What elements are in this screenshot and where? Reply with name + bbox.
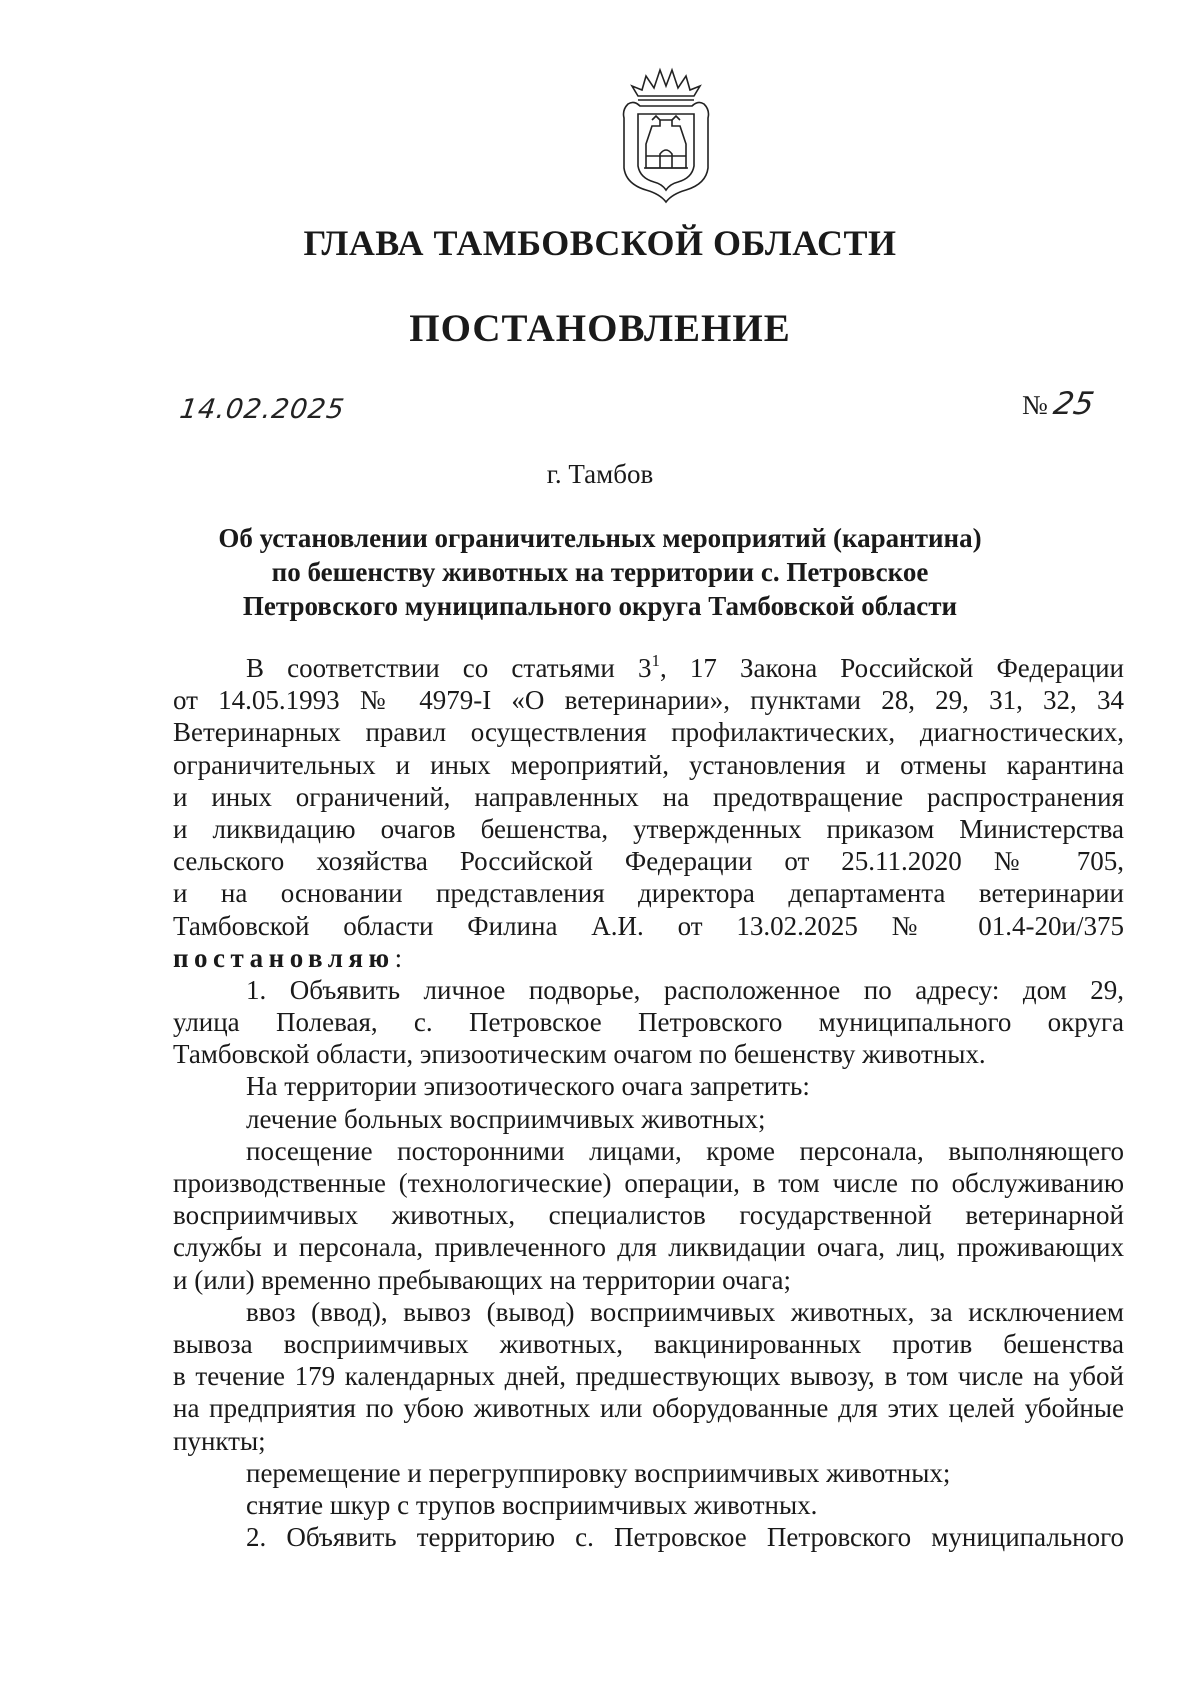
- ban-visit-line: посещение посторонними лицами, кроме персонала, выполняющего: [246, 1135, 1124, 1166]
- item-1-line: улица Полевая, с. Петровское Петровского муниципального округа: [173, 1007, 1124, 1038]
- ban-treatment: лечение больных восприимчивых животных;: [246, 1103, 766, 1134]
- ban-visit-line: производственные (технологические) операции, в том числе по обслуживанию: [173, 1168, 1124, 1198]
- ban-visit-line: и (или) временно пребывающих на территории очага;: [173, 1264, 792, 1295]
- document-title: [150, 521, 1050, 623]
- number-sign: №: [1022, 390, 1048, 420]
- document-body: [173, 652, 1124, 1553]
- preamble-line: и иных ограничений, направленных на предотвращение распространения: [173, 781, 1124, 812]
- title-line: Петровского муниципального округа Тамбовской области: [242, 591, 958, 621]
- preamble-first-line: [173, 652, 1124, 684]
- document-number-value: 25: [1050, 386, 1097, 422]
- tambov-coat-of-arms-emblem: [616, 56, 716, 204]
- ban-import-line: на предприятия по убою животных или оборудованные для этих целей убойные: [173, 1393, 1124, 1424]
- superscript: 1: [651, 651, 660, 670]
- preamble-text: В соответствии со статьями 3: [246, 653, 652, 683]
- title-line: Об установлении ограничительных мероприятий (карантина): [218, 523, 982, 553]
- preamble-line: и на основании представления директора департамента ветеринарии: [173, 878, 1124, 909]
- ban-move: перемещение и перегруппировку восприимчивых животных;: [246, 1457, 951, 1488]
- ban-import-line: пункты;: [173, 1425, 266, 1456]
- ban-visit-line: восприимчивых животных, специалистов государственной ветеринарной: [173, 1200, 1124, 1231]
- ban-visit-line: службы и персонала, привлеченного для ликвидации очага, лиц, проживающих: [173, 1232, 1124, 1263]
- ban-skins: снятие шкур с трупов восприимчивых животных.: [246, 1489, 818, 1520]
- document-number: [1022, 386, 1097, 422]
- item-1-line: 1. Объявить личное подворье, расположенное по адресу: дом 29,: [246, 974, 1124, 1005]
- issue-city: г. Тамбов: [546, 459, 654, 489]
- ban-intro: На территории эпизоотического очага запретить:: [246, 1071, 810, 1102]
- preamble-line: Тамбовской области Филина А.И. от 13.02.2025 № 01.4-20и/375: [173, 910, 1124, 941]
- item-2-line: 2. Объявить территорию с. Петровское Петровского муниципального: [246, 1522, 1124, 1553]
- preamble-text: , 17 Закона Российской Федерации: [660, 653, 1124, 683]
- item-1-line: Тамбовской области, эпизоотическим очагом по бешенству животных.: [173, 1039, 986, 1070]
- resolve-colon: :: [394, 942, 403, 973]
- preamble-line: и ликвидацию очагов бешенства, утвержденных приказом Министерства: [173, 813, 1124, 844]
- ban-import-line: ввоз (ввод), вывоз (вывод) восприимчивых животных, за исключением: [246, 1296, 1124, 1327]
- title-line: по бешенству животных на территории с. Петровское: [271, 557, 929, 587]
- document-date: 14.02.2025: [177, 394, 347, 425]
- preamble-line: сельского хозяйства Российской Федерации от 25.11.2020 № 705,: [173, 846, 1124, 877]
- issuing-authority-heading: ГЛАВА ТАМБОВСКОЙ ОБЛАСТИ: [303, 223, 897, 263]
- resolve-word: постановляю: [173, 942, 395, 973]
- ban-import-line: вывоза восприимчивых животных, вакцинированных против бешенства: [173, 1328, 1124, 1359]
- document-type-heading: ПОСТАНОВЛЕНИЕ: [409, 307, 791, 350]
- preamble-line: Ветеринарных правил осуществления профилактических, диагностических,: [173, 717, 1124, 748]
- preamble-line: ограничительных и иных мероприятий, установления и отмены карантина: [173, 749, 1124, 780]
- preamble-line: от 14.05.1993 № 4979-I «О ветеринарии», пунктами 28, 29, 31, 32, 34: [173, 685, 1124, 716]
- resolve-line: [173, 942, 1124, 974]
- ban-import-line: в течение 179 календарных дней, предшествующих вывозу, в том числе на убой: [173, 1361, 1124, 1392]
